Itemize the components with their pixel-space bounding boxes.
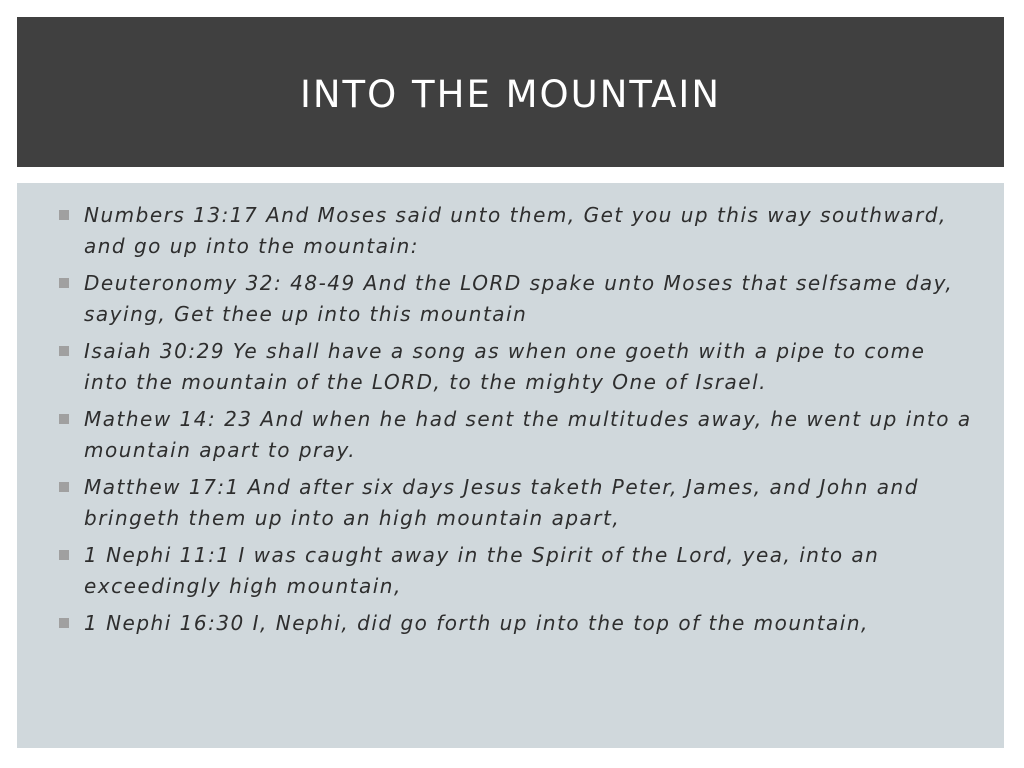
bullet-item [17,336,1004,398]
square-bullet-icon [59,414,69,424]
bullet-text: Matthew 17:1 And after six days Jesus taketh Peter, James, and John and bringeth them up into an high mountain apart, [84,475,919,530]
bullet-text: Mathew 14: 23 And when he had sent the multitudes away, he went up into a mountain apart to pray. [84,407,972,462]
slide-title: INTO THE MOUNTAIN [299,72,722,116]
bullet-text: 1 Nephi 16:30 I, Nephi, did go forth up into the top of the mountain, [84,611,869,635]
bullet-item [17,472,1004,534]
square-bullet-icon [59,346,69,356]
square-bullet-icon [59,278,69,288]
bullet-text: Isaiah 30:29 Ye shall have a song as when one goeth with a pipe to come into the mountain of the LORD, to the mighty One of Israel. [84,339,926,394]
title-bar [17,17,1004,167]
square-bullet-icon [59,210,69,220]
bullet-list [17,183,1004,639]
bullet-item [17,540,1004,602]
square-bullet-icon [59,550,69,560]
content-box [17,183,1004,748]
bullet-item [17,608,1004,639]
bullet-text: Deuteronomy 32: 48-49 And the LORD spake unto Moses that selfsame day, saying, Get thee up into this mountain [84,271,954,326]
bullet-item [17,268,1004,330]
bullet-text: Numbers 13:17 And Moses said unto them, Get you up this way southward, and go up into the mountain: [84,203,947,258]
bullet-item [17,404,1004,466]
bullet-item [17,200,1004,262]
bullet-text: 1 Nephi 11:1 I was caught away in the Spirit of the Lord, yea, into an exceedingly high mountain, [84,543,880,598]
square-bullet-icon [59,618,69,628]
square-bullet-icon [59,482,69,492]
